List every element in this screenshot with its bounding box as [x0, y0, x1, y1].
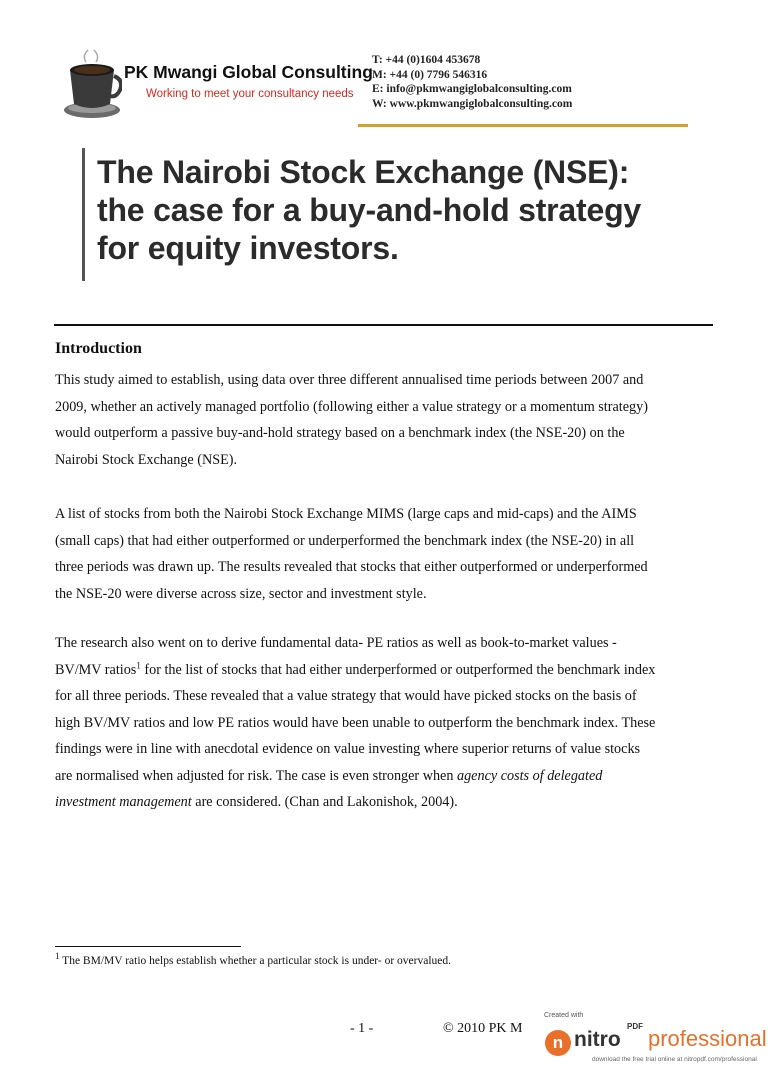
text-span: are considered. (Chan and Lakonishok, 2004).: [191, 794, 458, 810]
text-span: are normalised when adjusted for risk. The case is even stronger when: [55, 767, 457, 784]
title-divider: [54, 324, 713, 326]
professional-wordmark: professional: [648, 1026, 767, 1051]
section-heading: Introduction: [55, 340, 142, 357]
coffee-cup-icon: [62, 48, 122, 120]
contact-mobile: M: +44 (0) 7796 546316: [372, 68, 488, 81]
title-line: the case for a buy-and-hold strategy: [97, 192, 642, 228]
text-line: (small caps) that had either outperformed or underperformed the benchmark index (the NSE-20) in all: [55, 532, 635, 549]
footnote-rule: [55, 946, 241, 947]
text-line: the NSE-20 were diverse across size, sector and investment style.: [55, 585, 427, 602]
text-line: three periods was drawn up. The results revealed that stocks that either outperformed or underperformed: [55, 559, 648, 575]
copyright: © 2010 PK M: [443, 1021, 523, 1036]
title-line: for equity investors.: [97, 230, 399, 266]
paragraph-3: [55, 630, 715, 816]
footnote: [55, 951, 452, 967]
header-gold-rule: [358, 124, 688, 127]
contact-block: [372, 53, 572, 111]
company-name: PK Mwangi Global Consulting: [124, 62, 373, 82]
text-line: would outperform a passive buy-and-hold strategy based on a benchmark index (the NSE-20) on the: [55, 425, 625, 441]
text-line: A list of stocks from both the Nairobi Stock Exchange MIMS (large caps and mid-caps) and the AIMS: [55, 506, 637, 522]
title-side-rule: [82, 148, 85, 281]
text-line: 2009, whether an actively managed portfolio (following either a value strategy or a momentum strategy): [55, 398, 648, 415]
contact-website: W: www.pkmwangiglobalconsulting.com: [372, 97, 573, 110]
text-line: high BV/MV ratios and low PE ratios would have been unable to outperform the benchmark index. These: [55, 714, 656, 731]
title-line: The Nairobi Stock Exchange (NSE):: [97, 154, 630, 190]
footnote-marker: 1: [55, 951, 60, 962]
page-number: - 1 -: [350, 1021, 374, 1036]
download-link-text[interactable]: download the free trial online at nitropdf.com/professional: [592, 1056, 757, 1063]
footnote-text: The BM/MV ratio helps establish whether a particular stock is under- or overvalued.: [59, 955, 452, 967]
contact-email: E: info@pkmwangiglobalconsulting.com: [372, 83, 572, 95]
text-line: The research also went on to derive fundamental data- PE ratios as well as book-to-market values -: [55, 635, 617, 651]
created-with-label: Created with: [544, 1012, 584, 1019]
italic-text: agency costs of delegated: [456, 767, 603, 784]
nitro-watermark[interactable]: [540, 1012, 765, 1072]
italic-text: investment management: [55, 794, 192, 810]
company-tagline: Working to meet your consultancy needs: [146, 88, 354, 100]
text-line: Nairobi Stock Exchange (NSE).: [55, 451, 238, 468]
text-span: for the list of stocks that had either underperformed or outperformed the benchmark index: [140, 661, 656, 678]
text-line: [55, 657, 715, 684]
company-logo: [62, 44, 373, 126]
footnote-ref[interactable]: 1: [136, 659, 141, 670]
nitro-wordmark: nitro: [574, 1028, 621, 1051]
document-title: [97, 153, 641, 267]
text-line: This study aimed to establish, using data over three different annualised time periods between 2007 and: [55, 372, 644, 388]
contact-phone: T: +44 (0)1604 453678: [372, 54, 481, 66]
text-span: BV/MV ratios: [55, 661, 137, 678]
text-line: [55, 763, 715, 790]
text-line: [55, 789, 715, 816]
text-line: for all three periods. These revealed that a value strategy that would have picked stocks on the basis of: [55, 688, 637, 704]
paragraph-2: [55, 501, 715, 607]
text-line: findings were in line with anecdotal evidence on value investing where superior returns of value stocks: [55, 741, 641, 757]
paragraph-1: [55, 367, 715, 473]
nitro-logo-icon: n: [545, 1030, 571, 1056]
pdf-wordmark: PDF: [627, 1022, 643, 1031]
